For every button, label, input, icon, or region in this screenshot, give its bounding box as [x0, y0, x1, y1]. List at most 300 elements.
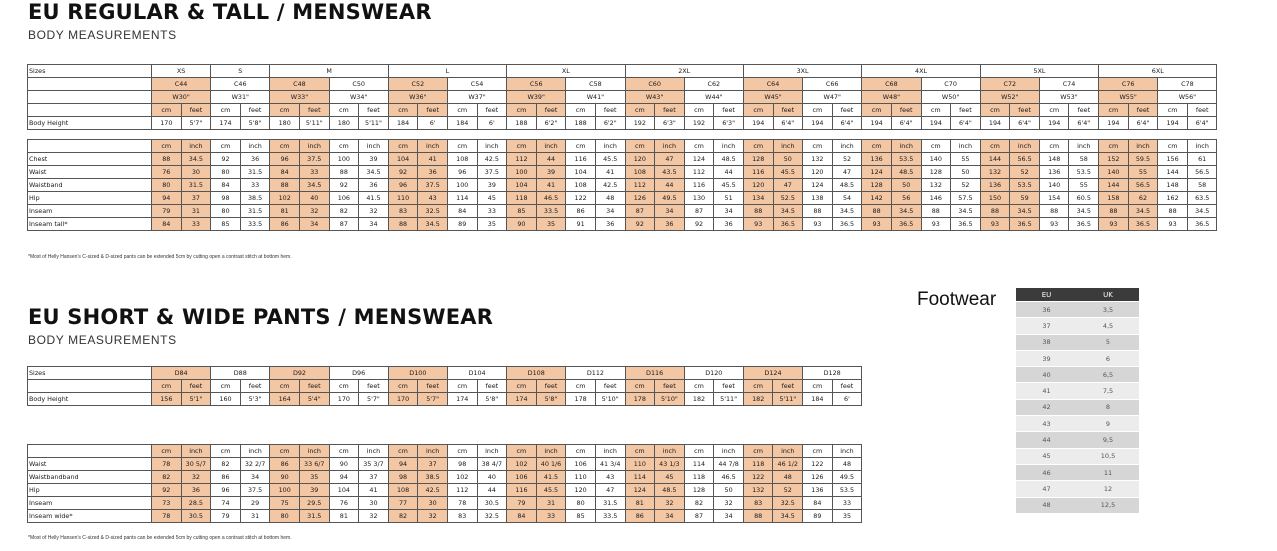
- body-height-cell: 6'4": [1069, 117, 1099, 130]
- measurement-row: [28, 497, 862, 510]
- measurement-cell: 32: [359, 205, 389, 218]
- measurement-cell: 124: [625, 484, 655, 497]
- unit-header: feet: [299, 380, 329, 393]
- measurement-cell: 73: [152, 497, 182, 510]
- unit-header: inch: [714, 140, 744, 153]
- unit-header: inch: [418, 445, 448, 458]
- measurement-cell: 83: [743, 497, 773, 510]
- measurement-label: Inseam tall*: [28, 218, 152, 231]
- measurement-cell: 34: [714, 510, 744, 523]
- c-size-row: [28, 78, 1217, 91]
- measurement-cell: 108: [566, 179, 596, 192]
- measurement-cell: 36: [181, 484, 211, 497]
- measurement-cell: 146: [921, 192, 951, 205]
- body-height-label: Body Height: [28, 393, 152, 406]
- footwear-row: [1016, 432, 1139, 448]
- measurement-cell: 80: [152, 179, 182, 192]
- measurement-cell: 124: [684, 153, 714, 166]
- measurement-cell: 82: [329, 205, 359, 218]
- measurement-cell: 114: [447, 192, 477, 205]
- footwear-row: [1016, 416, 1139, 432]
- measurement-cell: 46.5: [536, 192, 566, 205]
- body-height-cell: 194: [1099, 117, 1129, 130]
- measurement-cell: 35 3/7: [359, 458, 389, 471]
- measurement-label: Waistbandband: [28, 471, 152, 484]
- unit-header: cm: [862, 104, 892, 117]
- measurement-cell: 96: [447, 166, 477, 179]
- unit-header: cm: [447, 140, 477, 153]
- body-height-cell: 188: [507, 117, 537, 130]
- measurement-cell: 34.5: [773, 510, 803, 523]
- unit-header: cm: [329, 104, 359, 117]
- c-size-header: C70: [921, 78, 980, 91]
- unit-header: inch: [655, 445, 685, 458]
- unit-header: inch: [536, 140, 566, 153]
- unit-header: cm: [625, 445, 655, 458]
- c-size-header: C50: [329, 78, 388, 91]
- measurement-cell: 93: [921, 218, 951, 231]
- measurement-cell: 106: [329, 192, 359, 205]
- measurement-cell: 118: [743, 458, 773, 471]
- measurement-cell: 79: [507, 497, 537, 510]
- unit-header: feet: [181, 104, 211, 117]
- unit-header: feet: [1010, 104, 1040, 117]
- c-size-header: C48: [270, 78, 329, 91]
- measurement-cell: 56.5: [1010, 153, 1040, 166]
- w-size-header: W50": [921, 91, 980, 104]
- measurement-cell: 31: [240, 510, 270, 523]
- measurement-cell: 56: [891, 192, 921, 205]
- measurement-cell: 41: [359, 484, 389, 497]
- measurement-cell: 34: [655, 510, 685, 523]
- footwear-header-row: [1016, 288, 1139, 302]
- measurement-cell: 84: [270, 166, 300, 179]
- uk-size-cell: 6,5: [1077, 367, 1139, 383]
- unit-header: cm: [270, 104, 300, 117]
- c-size-header: C76: [1099, 78, 1158, 91]
- measurement-cell: 87: [684, 205, 714, 218]
- measurement-cell: 30: [418, 497, 448, 510]
- measurement-cell: 36.5: [1128, 218, 1158, 231]
- d-size-header: D88: [211, 367, 270, 380]
- unit-header: cm: [152, 140, 182, 153]
- measurement-cell: 50: [773, 153, 803, 166]
- unit-header: inch: [1010, 140, 1040, 153]
- measurement-cell: 33: [536, 510, 566, 523]
- measurement-cell: 59: [1010, 192, 1040, 205]
- measurement-cell: 31.5: [240, 205, 270, 218]
- measurement-cell: 86: [566, 205, 596, 218]
- measurement-cell: 128: [862, 179, 892, 192]
- unit-row: [28, 104, 1217, 117]
- unit-header: feet: [655, 380, 685, 393]
- measurement-cell: 52: [773, 484, 803, 497]
- measurement-cell: 100: [447, 179, 477, 192]
- unit-header: cm: [625, 380, 655, 393]
- body-height-cell: 6'4": [891, 117, 921, 130]
- unit-header: inch: [891, 140, 921, 153]
- measurement-cell: 32: [418, 510, 448, 523]
- unit-header: feet: [595, 380, 625, 393]
- d-size-header: D116: [625, 367, 684, 380]
- measurement-cell: 55: [1128, 166, 1158, 179]
- unit-header: inch: [477, 445, 507, 458]
- measurement-cell: 36.5: [832, 218, 862, 231]
- body-height-cell: 164: [270, 393, 300, 406]
- d-size-header: D84: [152, 367, 211, 380]
- unit-header: feet: [536, 380, 566, 393]
- measurement-cell: 80: [566, 497, 596, 510]
- unit-header: inch: [655, 140, 685, 153]
- eu-size-cell: 40: [1016, 367, 1077, 383]
- measurement-cell: 148: [1039, 153, 1069, 166]
- d-size-header: D120: [684, 367, 743, 380]
- measurement-cell: 92: [211, 153, 241, 166]
- measurement-cell: 81: [625, 497, 655, 510]
- measurement-cell: 42.5: [418, 484, 448, 497]
- measurement-cell: 50: [891, 179, 921, 192]
- measurement-label: Inseam wide*: [28, 510, 152, 523]
- unit-header: cm: [329, 140, 359, 153]
- measurement-cell: 45: [477, 192, 507, 205]
- size-group-header: S: [211, 65, 270, 78]
- measurement-cell: 102: [447, 471, 477, 484]
- body-height-cell: 188: [566, 117, 596, 130]
- measurement-cell: 31.5: [299, 510, 329, 523]
- uk-size-cell: 8: [1077, 399, 1139, 415]
- measurement-row: [28, 218, 1217, 231]
- c-size-header: C46: [211, 78, 270, 91]
- unit-header: cm: [1039, 104, 1069, 117]
- unit-header: cm: [566, 104, 596, 117]
- measurement-cell: 136: [1039, 166, 1069, 179]
- unit-header: feet: [477, 380, 507, 393]
- measurement-cell: 34: [595, 205, 625, 218]
- measurement-cell: 75: [270, 497, 300, 510]
- blank-cell: [28, 78, 152, 91]
- footwear-row: [1016, 481, 1139, 497]
- measurement-cell: 37: [359, 471, 389, 484]
- uk-size-cell: 10,5: [1077, 448, 1139, 464]
- measurement-cell: 36.5: [1069, 218, 1099, 231]
- regular-size-table: [27, 64, 1217, 231]
- measurement-cell: 44: [477, 484, 507, 497]
- body-height-cell: 5'7": [359, 393, 389, 406]
- measurement-cell: 48.5: [832, 179, 862, 192]
- measurement-cell: 37: [418, 458, 448, 471]
- measurement-cell: 120: [566, 484, 596, 497]
- unit-header: inch: [359, 140, 389, 153]
- unit-header: feet: [477, 104, 507, 117]
- measurement-cell: 87: [329, 218, 359, 231]
- measurement-cell: 34.5: [1010, 205, 1040, 218]
- unit-row: [28, 445, 862, 458]
- measurement-cell: 28.5: [181, 497, 211, 510]
- measurement-cell: 49.5: [832, 471, 862, 484]
- unit-header: cm: [507, 380, 537, 393]
- measurement-cell: 77: [388, 497, 418, 510]
- measurement-cell: 47: [655, 153, 685, 166]
- uk-size-cell: 12,5: [1077, 497, 1139, 513]
- unit-header: feet: [418, 380, 448, 393]
- unit-header: cm: [507, 445, 537, 458]
- unit-header: feet: [655, 104, 685, 117]
- body-height-row: [28, 117, 1217, 130]
- measurement-label: Hip: [28, 192, 152, 205]
- measurement-cell: 88: [980, 205, 1010, 218]
- d-size-row: [28, 367, 862, 380]
- unit-header: inch: [595, 140, 625, 153]
- measurement-cell: 88: [743, 205, 773, 218]
- measurement-cell: 94: [329, 471, 359, 484]
- unit-header: cm: [1039, 140, 1069, 153]
- d-size-header: D128: [803, 367, 862, 380]
- measurement-cell: 47: [773, 179, 803, 192]
- footwear-header: EU: [1016, 288, 1077, 302]
- body-height-cell: 178: [625, 393, 655, 406]
- footwear-header: UK: [1077, 288, 1139, 302]
- measurement-cell: 50: [714, 484, 744, 497]
- unit-header: inch: [1069, 140, 1099, 153]
- measurement-cell: 32 2/7: [240, 458, 270, 471]
- body-height-cell: 6'2": [595, 117, 625, 130]
- measurement-cell: 86: [270, 458, 300, 471]
- measurement-cell: 36: [655, 218, 685, 231]
- measurement-cell: 55: [1069, 179, 1099, 192]
- measurement-cell: 32.5: [418, 205, 448, 218]
- measurement-cell: 83: [447, 510, 477, 523]
- body-height-cell: 5'10": [595, 393, 625, 406]
- measurement-cell: 52: [832, 153, 862, 166]
- measurement-cell: 90: [270, 471, 300, 484]
- unit-header: cm: [388, 140, 418, 153]
- measurement-cell: 32: [655, 497, 685, 510]
- w-size-header: W45": [743, 91, 802, 104]
- measurement-label: Chest: [28, 153, 152, 166]
- measurement-cell: 57.5: [951, 192, 981, 205]
- unit-header: cm: [625, 140, 655, 153]
- measurement-label: Inseam: [28, 497, 152, 510]
- measurement-cell: 154: [1039, 192, 1069, 205]
- measurement-cell: 30.5: [181, 510, 211, 523]
- measurement-cell: 102: [507, 458, 537, 471]
- measurement-cell: 43 1/3: [655, 458, 685, 471]
- body-height-cell: 184: [388, 117, 418, 130]
- measurement-cell: 34.5: [299, 179, 329, 192]
- body-height-cell: 192: [625, 117, 655, 130]
- measurement-cell: 110: [566, 471, 596, 484]
- measurement-cell: 82: [388, 510, 418, 523]
- measurement-cell: 112: [447, 484, 477, 497]
- blank-cell: [28, 380, 152, 393]
- eu-size-cell: 43: [1016, 416, 1077, 432]
- body-height-cell: 184: [803, 393, 833, 406]
- uk-size-cell: 9: [1077, 416, 1139, 432]
- measurement-cell: 38 4/7: [477, 458, 507, 471]
- measurement-cell: 32: [359, 510, 389, 523]
- measurement-cell: 45.5: [714, 179, 744, 192]
- unit-header: feet: [714, 380, 744, 393]
- eu-size-cell: 42: [1016, 399, 1077, 415]
- spacer: [28, 130, 1217, 140]
- unit-header: inch: [299, 140, 329, 153]
- measurement-cell: 34: [240, 471, 270, 484]
- body-height-cell: 170: [329, 393, 359, 406]
- size-group-header: L: [388, 65, 506, 78]
- measurement-cell: 48: [595, 192, 625, 205]
- measurement-cell: 31: [181, 205, 211, 218]
- w-size-header: W52": [980, 91, 1039, 104]
- measurement-cell: 41: [595, 166, 625, 179]
- unit-header: cm: [270, 140, 300, 153]
- measurement-cell: 63.5: [1187, 192, 1217, 205]
- measurement-cell: 52.5: [773, 192, 803, 205]
- body-height-row: [28, 393, 862, 406]
- measurement-cell: 33.5: [240, 218, 270, 231]
- measurement-cell: 93: [1158, 218, 1188, 231]
- measurement-cell: 52: [1010, 166, 1040, 179]
- body-height-cell: 6'2": [536, 117, 566, 130]
- measurement-cell: 96: [388, 179, 418, 192]
- unit-header: cm: [388, 445, 418, 458]
- unit-header: feet: [951, 104, 981, 117]
- measurement-cell: 93: [862, 218, 892, 231]
- measurement-cell: 82: [211, 458, 241, 471]
- measurement-cell: 61: [1187, 153, 1217, 166]
- measurement-cell: 34.5: [1128, 205, 1158, 218]
- measurement-cell: 142: [862, 192, 892, 205]
- measurement-cell: 88: [803, 205, 833, 218]
- c-size-header: C44: [152, 78, 211, 91]
- measurement-cell: 30: [181, 166, 211, 179]
- measurement-cell: 144: [980, 153, 1010, 166]
- measurement-cell: 34: [655, 205, 685, 218]
- measurement-cell: 93: [803, 218, 833, 231]
- measurement-cell: 84: [447, 205, 477, 218]
- body-height-cell: 160: [211, 393, 241, 406]
- measurement-label: Waistband: [28, 179, 152, 192]
- measurement-cell: 36.5: [1010, 218, 1040, 231]
- measurement-cell: 88: [329, 166, 359, 179]
- body-height-cell: 194: [803, 117, 833, 130]
- c-size-header: C54: [447, 78, 506, 91]
- unit-header: cm: [152, 380, 182, 393]
- measurement-cell: 55: [951, 153, 981, 166]
- eu-size-cell: 45: [1016, 448, 1077, 464]
- measurement-cell: 128: [684, 484, 714, 497]
- measurement-cell: 128: [743, 153, 773, 166]
- unit-header: cm: [803, 104, 833, 117]
- measurement-cell: 132: [921, 179, 951, 192]
- measurement-label: Hip: [28, 484, 152, 497]
- measurement-cell: 53.5: [1010, 179, 1040, 192]
- measurement-cell: 38.5: [240, 192, 270, 205]
- w-size-header: W53": [1039, 91, 1098, 104]
- unit-header: cm: [447, 445, 477, 458]
- measurement-cell: 31.5: [240, 166, 270, 179]
- measurement-cell: 102: [270, 192, 300, 205]
- body-height-cell: 194: [1039, 117, 1069, 130]
- unit-header: cm: [803, 140, 833, 153]
- measurement-cell: 124: [803, 179, 833, 192]
- unit-header: feet: [240, 104, 270, 117]
- measurement-cell: 31.5: [181, 179, 211, 192]
- measurement-cell: 74: [211, 497, 241, 510]
- measurement-cell: 116: [684, 179, 714, 192]
- measurement-cell: 37.5: [299, 153, 329, 166]
- c-size-header: C68: [862, 78, 921, 91]
- measurement-cell: 94: [152, 192, 182, 205]
- w-size-header: W37": [447, 91, 506, 104]
- unit-header: cm: [211, 445, 241, 458]
- measurement-cell: 34: [359, 218, 389, 231]
- measurement-cell: 36: [595, 218, 625, 231]
- w-size-header: W34": [329, 91, 388, 104]
- measurement-cell: 79: [211, 510, 241, 523]
- unit-header: cm: [625, 104, 655, 117]
- uk-size-cell: 6: [1077, 350, 1139, 366]
- short-measurement-table: [27, 444, 862, 523]
- unit-header: feet: [418, 104, 448, 117]
- measurement-cell: 47: [832, 166, 862, 179]
- measurement-cell: 53.5: [891, 153, 921, 166]
- measurement-cell: 83: [388, 205, 418, 218]
- measurement-cell: 93: [743, 218, 773, 231]
- measurement-cell: 112: [625, 179, 655, 192]
- measurement-cell: 48.5: [714, 153, 744, 166]
- measurement-cell: 40: [477, 471, 507, 484]
- measurement-cell: 79: [152, 205, 182, 218]
- measurement-cell: 92: [684, 218, 714, 231]
- unit-header: cm: [980, 104, 1010, 117]
- measurement-cell: 80: [211, 205, 241, 218]
- body-height-cell: 6'4": [1128, 117, 1158, 130]
- measurement-cell: 41.5: [359, 192, 389, 205]
- measurement-cell: 34: [299, 218, 329, 231]
- measurement-cell: 44 7/8: [714, 458, 744, 471]
- measurement-cell: 92: [625, 218, 655, 231]
- unit-header: cm: [507, 140, 537, 153]
- short-size-table: [27, 366, 862, 406]
- measurement-cell: 100: [507, 166, 537, 179]
- measurement-cell: 34.5: [951, 205, 981, 218]
- w-size-header: W31": [211, 91, 270, 104]
- measurement-cell: 89: [803, 510, 833, 523]
- measurement-cell: 48: [832, 458, 862, 471]
- body-height-cell: 5'11": [714, 393, 744, 406]
- measurement-cell: 81: [270, 205, 300, 218]
- measurement-cell: 44: [714, 166, 744, 179]
- measurement-cell: 122: [803, 458, 833, 471]
- measurement-cell: 84: [803, 497, 833, 510]
- measurement-cell: 46.5: [714, 471, 744, 484]
- unit-header: inch: [299, 445, 329, 458]
- measurement-cell: 87: [625, 205, 655, 218]
- measurement-cell: 32: [299, 205, 329, 218]
- unit-header: feet: [536, 104, 566, 117]
- w-size-row: [28, 91, 1217, 104]
- eu-size-cell: 38: [1016, 334, 1077, 350]
- measurement-cell: 120: [803, 166, 833, 179]
- body-height-cell: 6'4": [773, 117, 803, 130]
- body-height-cell: 5'4": [299, 393, 329, 406]
- measurement-cell: 92: [388, 166, 418, 179]
- eu-size-cell: 41: [1016, 383, 1077, 399]
- measurement-cell: 41.5: [536, 471, 566, 484]
- measurement-cell: 88: [921, 205, 951, 218]
- d-size-header: D92: [270, 367, 329, 380]
- eu-size-cell: 46: [1016, 464, 1077, 480]
